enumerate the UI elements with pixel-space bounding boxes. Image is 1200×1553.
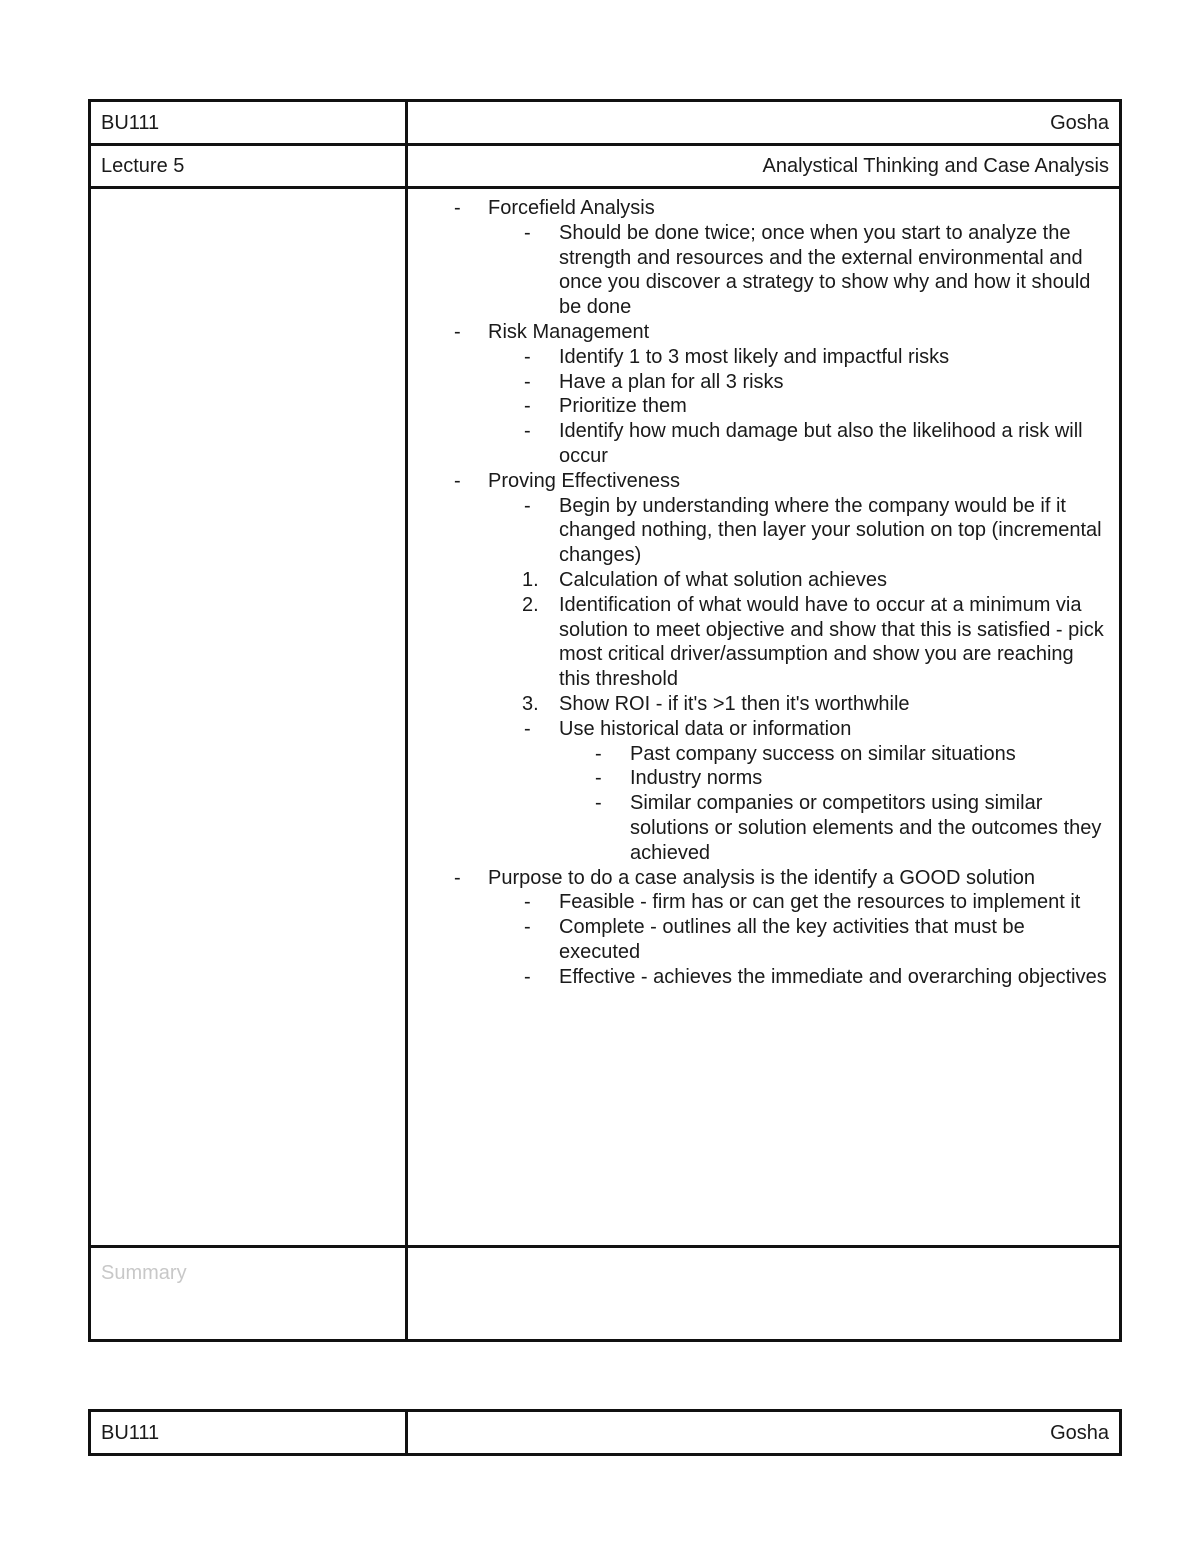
note-point <box>418 915 1109 965</box>
summary-cell <box>90 1247 407 1341</box>
note-topic-text: Forcefield Analysis <box>488 197 655 219</box>
bullet-marker: - <box>454 197 461 219</box>
bullet-marker: - <box>524 395 531 418</box>
note-subpoint-text: Similar companies or competitors using similar solutions or solution elements and the outcomes they achieved <box>630 792 1102 864</box>
note-point-text: Prioritize them <box>559 395 687 418</box>
summary-content <box>407 1247 1121 1341</box>
cue-column <box>90 188 407 1247</box>
note-topic-text: Purpose to do a case analysis is the identify a GOOD solution <box>488 866 1035 889</box>
note-point-text: Identify 1 to 3 most likely and impactful risks <box>559 345 950 368</box>
note-point <box>418 965 1109 990</box>
note-subpoint-text: Industry norms <box>630 767 763 790</box>
author-name: Gosha <box>407 1411 1121 1455</box>
notes-list <box>418 196 1109 990</box>
note-point <box>418 221 1109 320</box>
note-point <box>418 494 1109 568</box>
lecture-number: Lecture 5 <box>90 145 407 188</box>
note-topic <box>418 469 1109 494</box>
bullet-marker: - <box>524 891 531 914</box>
note-subpoint <box>418 742 1109 767</box>
bullet-marker: - <box>454 320 461 343</box>
note-point-text: Use historical data or information <box>559 717 852 740</box>
course-code: BU111 <box>90 101 407 145</box>
note-subpoint <box>418 791 1109 865</box>
bullet-marker: - <box>524 916 531 939</box>
note-topic-text: Proving Effectiveness <box>488 469 680 492</box>
bullet-marker: - <box>524 420 531 443</box>
note-point <box>418 692 1109 717</box>
number-marker: 1. <box>522 568 539 591</box>
note-point <box>418 568 1109 593</box>
bullet-marker: - <box>524 494 531 517</box>
note-point-text: Show ROI - if it's >1 then it's worthwhile <box>559 692 910 715</box>
note-topic-text: Risk Management <box>488 320 650 343</box>
note-topic <box>418 320 1109 345</box>
number-marker: 2. <box>522 593 539 616</box>
bullet-marker: - <box>524 370 531 393</box>
note-subpoint-text: Past company success on similar situations <box>630 742 1016 765</box>
bullet-marker: - <box>595 792 602 815</box>
author-name: Gosha <box>407 101 1121 145</box>
bullet-marker: - <box>524 717 531 740</box>
note-point-text: Identification of what would have to occur at a minimum via solution to meet objective and show that this is satisfied - pick most critical driver/assumption and show you are reaching this threshold <box>559 593 1104 691</box>
note-topic <box>418 866 1109 891</box>
bullet-marker: - <box>595 742 602 765</box>
note-point-text: Have a plan for all 3 risks <box>559 370 784 393</box>
note-point-text: Effective - achieves the immediate and overarching objectives <box>559 965 1107 988</box>
note-topic <box>418 196 1109 221</box>
number-marker: 3. <box>522 692 539 715</box>
lecture-row <box>90 145 1121 188</box>
bullet-marker: - <box>454 866 461 889</box>
note-point-text: Begin by understanding where the company would be if it changed nothing, then layer your solution on top (incremental changes) <box>559 494 1102 567</box>
header-row <box>90 1411 1121 1455</box>
bullet-marker: - <box>595 767 602 790</box>
bullet-marker: - <box>454 469 461 492</box>
notes-column <box>407 188 1121 1247</box>
cornell-notes-table <box>88 99 1122 1342</box>
note-point <box>418 717 1109 742</box>
note-point <box>418 890 1109 915</box>
note-subpoint <box>418 766 1109 791</box>
bullet-marker: - <box>524 965 531 988</box>
note-point-text: Calculation of what solution achieves <box>559 568 887 591</box>
summary-row <box>90 1247 1121 1341</box>
lecture-title: Analystical Thinking and Case Analysis <box>407 145 1121 188</box>
note-point <box>418 593 1109 692</box>
bullet-marker: - <box>524 345 531 368</box>
notes-row <box>90 188 1121 1247</box>
note-point-text: Identify how much damage but also the likelihood a risk will occur <box>559 420 1083 467</box>
notes-outline <box>418 189 1109 990</box>
note-point <box>418 419 1109 469</box>
course-code: BU111 <box>90 1411 407 1455</box>
summary-label: Summary <box>101 1262 187 1284</box>
next-page-header-table <box>88 1409 1122 1456</box>
note-point-text: Should be done twice; once when you start to analyze the strength and resources and the external environmental and once you discover a strategy to show why and how it should be done <box>559 221 1091 319</box>
note-point <box>418 345 1109 370</box>
note-point <box>418 370 1109 395</box>
note-point-text: Feasible - firm has or can get the resources to implement it <box>559 891 1081 914</box>
bullet-marker: - <box>524 221 531 244</box>
note-point <box>418 394 1109 419</box>
header-row <box>90 101 1121 145</box>
note-point-text: Complete - outlines all the key activities that must be executed <box>559 916 1025 963</box>
